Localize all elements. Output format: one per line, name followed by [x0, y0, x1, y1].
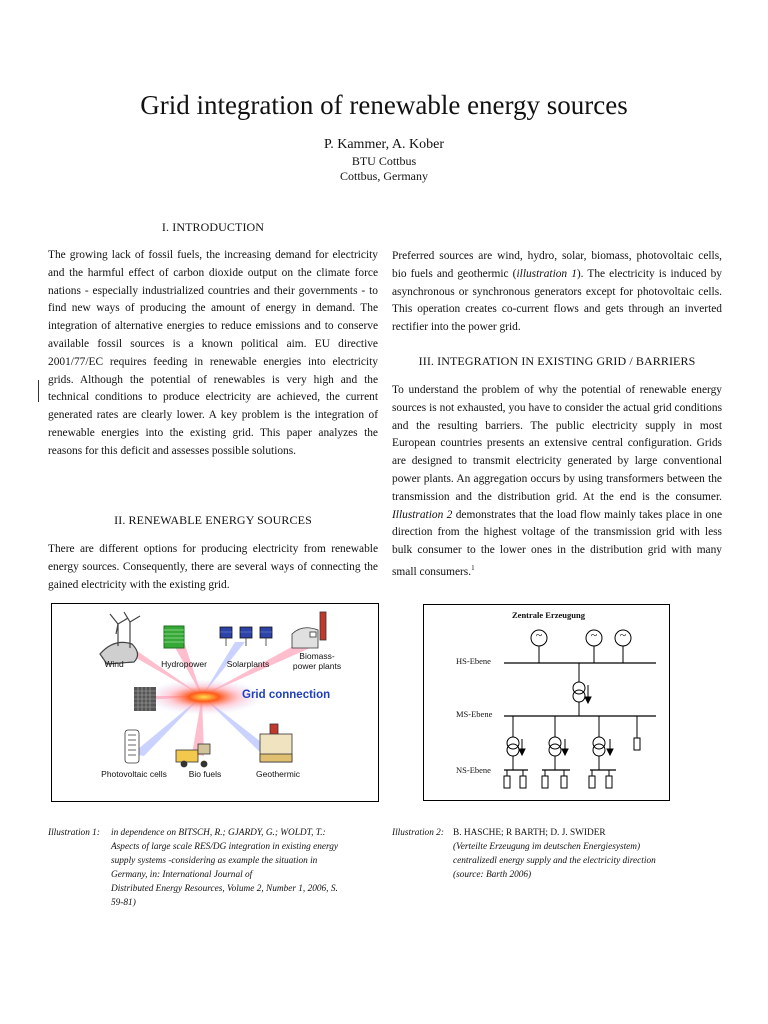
affiliation-location: Cottbus, Germany	[340, 169, 428, 183]
caption-2-line: centralizedl energy supply and the electricity direction	[453, 856, 656, 866]
geothermic-icon	[260, 724, 292, 762]
photovoltaic-icon	[125, 730, 139, 763]
hydropower-label: Hydropower	[161, 659, 207, 669]
consumer-symbols	[504, 770, 612, 788]
geothermic-label: Geothermic	[256, 769, 300, 779]
sources-paragraph	[392, 248, 722, 337]
ns-level-label: NS-Ebene	[456, 765, 491, 775]
integration-paragraph	[392, 382, 722, 582]
generator-symbol-2: ~	[590, 628, 598, 642]
pv-grid-icon	[134, 687, 156, 711]
sources-text-italic: illustration 1	[516, 267, 577, 280]
caption-1-line: supply systems -considering as example the situation in	[111, 856, 318, 866]
authors: P. Kammer, A. Kober	[324, 137, 444, 152]
wind-turbine-icon	[100, 612, 140, 664]
caption-1-line: Aspects of large scale RES/DG integration in existing energy	[111, 842, 339, 852]
section-heading-integration: III. INTEGRATION IN EXISTING GRID / BARRIERS	[418, 354, 696, 368]
integration-text-b: demonstrates that the load flow mainly takes place in one direction from the highest voltage of the transmission grid with less bulk consumer to the lower ones in the distribution grid with many small consumers.	[392, 508, 723, 578]
caption-1-line: 59-81)	[111, 898, 136, 908]
caption-2-authors: B. HASCHE; R BARTH; D. J. SWIDER	[453, 828, 606, 838]
central-generation-label: Zentrale Erzeugung	[512, 610, 585, 620]
ms-level-label: MS-Ebene	[456, 709, 493, 719]
generator-symbol-1: ~	[535, 628, 543, 642]
grid-connection-label: Grid connection	[242, 689, 331, 701]
hs-level-label: HS-Ebene	[456, 656, 491, 666]
paper-title: Grid integration of renewable energy sources	[140, 90, 628, 120]
footnote-mark: 1	[471, 563, 475, 572]
bio-fuels-label: Bio fuels	[188, 769, 222, 779]
hydropower-icon	[164, 626, 184, 648]
section-heading-renewable-sources: II. RENEWABLE ENERGY SOURCES	[114, 513, 312, 527]
solar-panel-icon	[220, 627, 272, 646]
illustration-1-caption	[111, 826, 381, 910]
illustration-1-caption-label: Illustration 1:	[48, 828, 100, 838]
caption-2-line: (Verteilte Erzeugung im deutschen Energiesystem)	[453, 842, 641, 852]
affiliation-university: BTU Cottbus	[351, 154, 417, 168]
figure-2-grid-diagram	[423, 604, 670, 801]
bio-fuels-icon	[176, 744, 210, 767]
integration-text-a: To understand the problem of why the potential of renewable energy sources is not exhausted, you have to consider the actual grid conditions and the resulting barriers. The public electricity supply in most European countries presents an extensive central configuration. Grids are designed to transmit electricity generated by large conventional power plants. An aggregation occurs by using transformers between the transmission and the distribution grid. At the end is the consumer.	[392, 384, 722, 503]
sources-text-b: ). The electricity is induced by asynchronous or synchronous generators except for photovoltaic cells. This operation creates co-current flows and gets through an inverted rectifier into the power grid.	[392, 267, 722, 334]
generator-symbols	[531, 630, 631, 663]
introduction-paragraph: The growing lack of fossil fuels, the increasing demand for electricity and the harmful effect of carbon dioxide output on the climate force nations - especially industrialized countries and their governments - to find new ways of producing the amount of energy in demand. The integration of alternative energies to reduce emissions and to conserve available fossil sources is a known political aim. EU directive 2001/77/EC requires feeding in renewable energies into electricity grids. Although the potential of renewables is very high and the technical conditions to produce electricity are achieved, the current generated rates are clearly lower. A key problem is the integration of renewable energies into the existing grid. This paper analyzes the reasons for this deficit and assesses possible solutions.	[48, 249, 378, 457]
change-bar	[38, 380, 39, 402]
wind-label: Wind	[104, 659, 124, 669]
biomass-label	[286, 651, 348, 671]
section-heading-introduction: I. INTRODUCTION	[161, 220, 265, 234]
photovoltaic-label: Photovoltaic cells	[101, 769, 167, 779]
illustration-2-caption	[453, 826, 733, 882]
integration-text-italic: Illustration 2	[392, 508, 453, 521]
illustration-2-caption-label: Illustration 2:	[392, 828, 444, 838]
generator-symbol-3: ~	[619, 628, 627, 642]
solarplants-label: Solarplants	[226, 659, 270, 669]
caption-1-line: Distributed Energy Resources, Volume 2, Number 1, 2006, S.	[111, 884, 338, 894]
caption-1-line: Germany, in: International Journal of	[111, 870, 253, 880]
caption-1-line: in dependence on BITSCH, R.; GJARDY, G.; WOLDT, T.:	[111, 828, 326, 838]
sources-text-a: Preferred sources are wind, hydro, solar, biomass, photovoltaic cells, bio fuels and geothermic (	[392, 250, 722, 280]
figure-1-renewable-sources	[51, 603, 379, 802]
biomass-plant-icon	[292, 612, 326, 648]
biomass-label-line1: Biomass-	[299, 651, 335, 661]
caption-2-line: (source: Barth 2006)	[453, 870, 532, 880]
biomass-label-line2: power plants	[292, 661, 342, 671]
renewable-sources-paragraph: There are different options for producing electricity from renewable energy sources. Consequently, there are several ways of connecting the gained electricity with the existing grid.	[48, 543, 378, 591]
